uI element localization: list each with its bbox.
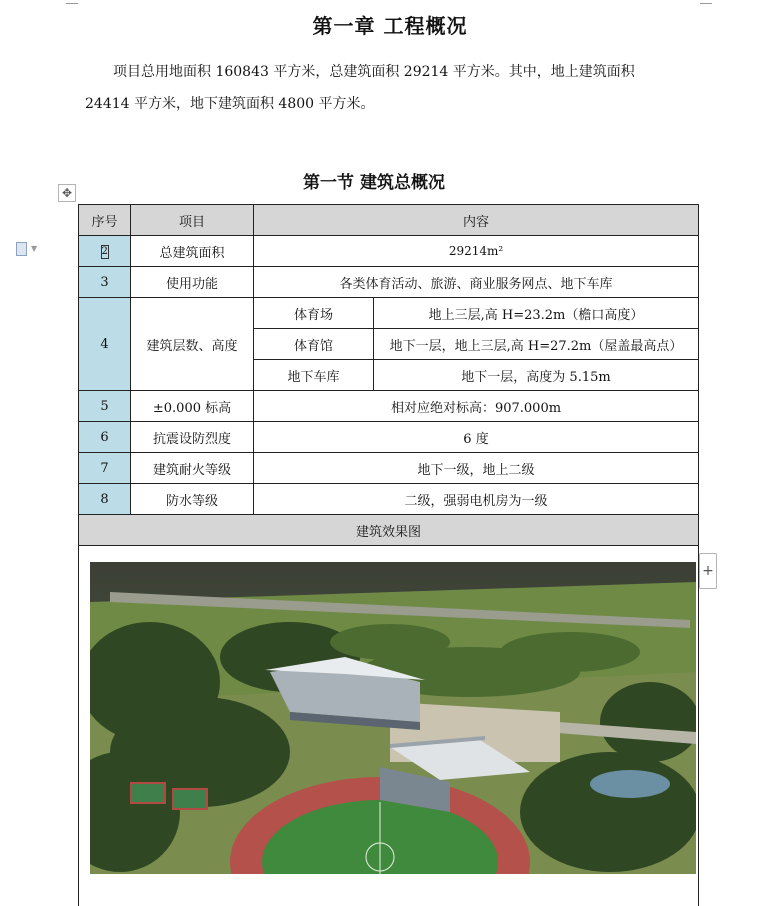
header-item: 项目 [131, 205, 254, 236]
row-item: 总建筑面积 [131, 236, 254, 267]
row-number[interactable] [79, 236, 131, 267]
page-corner-mark-right [700, 0, 712, 4]
render-header-row [79, 515, 699, 546]
row-content: 29214m² [254, 236, 699, 267]
row-number: 4 [79, 298, 131, 391]
document-icon[interactable]: ▼ [16, 241, 46, 257]
row-content: 地下一级，地上二级 [254, 453, 699, 484]
sub-value: 地上三层,高 H=23.2m（檐口高度） [374, 298, 699, 329]
intro-paragraph [85, 56, 705, 120]
row-number: 6 [79, 422, 131, 453]
page-corner-mark-left [66, 0, 78, 4]
sub-value: 地下一层，高度为 5.15m [374, 360, 699, 391]
header-no: 序号 [79, 205, 131, 236]
table-header-row [79, 205, 699, 236]
sub-label: 体育场 [254, 298, 374, 329]
add-column-button[interactable]: + [699, 553, 717, 589]
sub-label: 体育馆 [254, 329, 374, 360]
row-item: 使用功能 [131, 267, 254, 298]
table-row [79, 391, 699, 422]
table-row [79, 422, 699, 453]
row-item: 防水等级 [131, 484, 254, 515]
architectural-rendering-image [90, 562, 696, 874]
table-row [79, 298, 699, 329]
row-item: 建筑耐火等级 [131, 453, 254, 484]
row-content: 二级，强弱电机房为一级 [254, 484, 699, 515]
chapter-title: 第一章 工程概况 [0, 10, 780, 39]
section-title: 第一节 建筑总概况 [0, 168, 748, 193]
intro-line-2: 24414 平方米，地下建筑面积 4800 平方米。 [85, 96, 375, 112]
sub-value: 地下一层，地上三层,高 H=27.2m（屋盖最高点） [374, 329, 699, 360]
row-item: 建筑层数、高度 [131, 298, 254, 391]
table-row [79, 236, 699, 267]
row-item: 抗震设防烈度 [131, 422, 254, 453]
row-number: 7 [79, 453, 131, 484]
row-content: 相对应绝对标高：907.000m [254, 391, 699, 422]
sub-label: 地下车库 [254, 360, 374, 391]
table-move-handle-icon[interactable]: ✥ [58, 184, 76, 202]
row-number: 5 [79, 391, 131, 422]
table-row [79, 453, 699, 484]
table-row [79, 484, 699, 515]
header-content: 内容 [254, 205, 699, 236]
intro-line-1: 项目总用地面积 160843 平方米，总建筑面积 29214 平方米。其中，地上建筑面积 [85, 56, 705, 88]
row-number-value: 2 [101, 245, 109, 259]
row-number: 3 [79, 267, 131, 298]
row-content: 6 度 [254, 422, 699, 453]
render-header: 建筑效果图 [79, 515, 699, 546]
row-number: 8 [79, 484, 131, 515]
row-item: ±0.000 标高 [131, 391, 254, 422]
row-content: 各类体育活动、旅游、商业服务网点、地下车库 [254, 267, 699, 298]
table-row [79, 267, 699, 298]
